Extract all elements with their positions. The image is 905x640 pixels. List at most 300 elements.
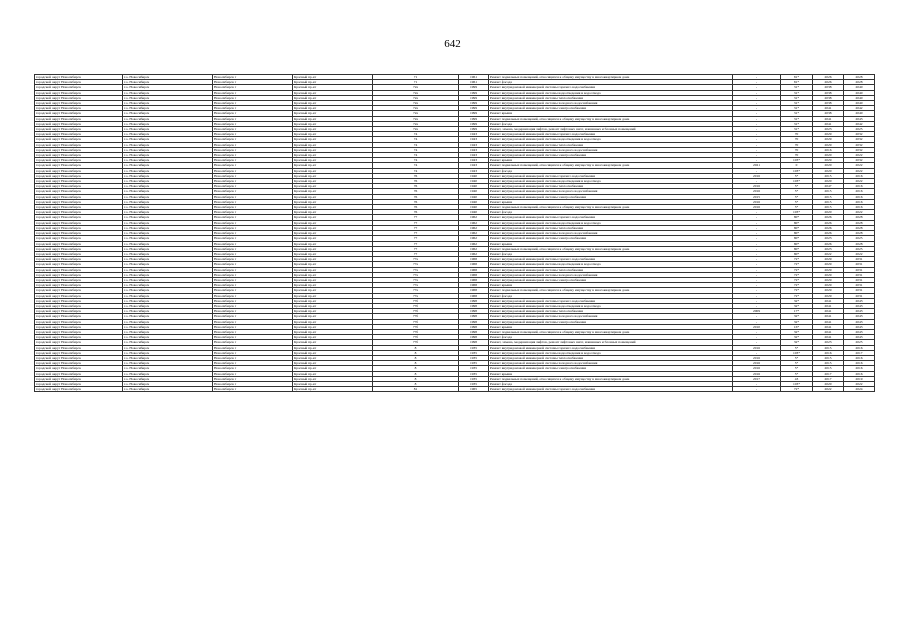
- street-cell: Красный пр-кт: [293, 319, 373, 324]
- work-type-cell: Ремонт крыши: [489, 158, 733, 163]
- year-built-cell: 1999: [459, 90, 489, 95]
- plan-start-cell: 2026: [813, 215, 844, 220]
- house-cell: 71: [373, 75, 459, 80]
- city-cell: Новосибирск г: [213, 215, 293, 220]
- plan-end-cell: 2022: [844, 251, 875, 256]
- district-cell: городской округ Новосибирск: [35, 184, 123, 189]
- plan-end-cell: 2043: [844, 309, 875, 314]
- street-cell: Красный пр-кт: [293, 262, 373, 267]
- wear-cell: 103*: [781, 350, 813, 355]
- plan-start-cell: 2038: [813, 90, 844, 95]
- district-cell: городской округ Новосибирск: [35, 90, 123, 95]
- plan-end-cell: 2016: [844, 366, 875, 371]
- work-type-cell: Ремонт фасада: [489, 381, 733, 386]
- city-cell: Новосибирск г: [213, 246, 293, 251]
- city-cell: Новосибирск г: [213, 220, 293, 225]
- work-type-cell: Ремонт внутридомовой инженерной системы горячего водоснабжения: [489, 387, 733, 392]
- wear-cell: 31*: [781, 116, 813, 121]
- municipality-cell: г.о. Новосибирск: [123, 75, 213, 80]
- district-cell: городской округ Новосибирск: [35, 381, 123, 386]
- plan-end-cell: 2025: [844, 236, 875, 241]
- house-cell: 76: [373, 205, 459, 210]
- last-repair-year-cell: -: [733, 158, 781, 163]
- house-cell: 77: [373, 231, 459, 236]
- work-type-cell: Ремонт внутридомовой инженерной системы теплоснабжения: [489, 184, 733, 189]
- city-cell: Новосибирск г: [213, 210, 293, 215]
- district-cell: городской округ Новосибирск: [35, 199, 123, 204]
- district-cell: городской округ Новосибирск: [35, 106, 123, 111]
- street-cell: Красный пр-кт: [293, 335, 373, 340]
- plan-end-cell: 2028: [844, 225, 875, 230]
- plan-start-cell: 2020: [813, 163, 844, 168]
- last-repair-year-cell: -: [733, 116, 781, 121]
- last-repair-year-cell: -: [733, 85, 781, 90]
- work-type-cell: Ремонт подвальных помещений, относящихся к общему имуществу в многоквартирном доме: [489, 205, 733, 210]
- wear-cell: 32*: [781, 314, 813, 319]
- house-cell: 71: [373, 80, 459, 85]
- plan-start-cell: 2023: [813, 246, 844, 251]
- street-cell: Красный пр-кт: [293, 272, 373, 277]
- year-built-cell: 1999: [459, 101, 489, 106]
- plan-start-cell: 2015: [813, 189, 844, 194]
- work-type-cell: Ремонт внутридомовой инженерной системы холодного водоснабжения: [489, 189, 733, 194]
- wear-cell: 72*: [781, 288, 813, 293]
- plan-start-cell: 2029: [813, 137, 844, 142]
- street-cell: Красный пр-кт: [293, 194, 373, 199]
- wear-cell: 103*: [781, 158, 813, 163]
- year-built-cell: 1961: [459, 75, 489, 80]
- wear-cell: 80*: [781, 241, 813, 246]
- street-cell: Красный пр-кт: [293, 80, 373, 85]
- plan-start-cell: 2026: [813, 231, 844, 236]
- city-cell: Новосибирск г: [213, 194, 293, 199]
- city-cell: Новосибирск г: [213, 132, 293, 137]
- district-cell: городской округ Новосибирск: [35, 246, 123, 251]
- wear-cell: 32*: [781, 335, 813, 340]
- house-cell: 8: [373, 376, 459, 381]
- plan-end-cell: 2031: [844, 272, 875, 277]
- last-repair-year-cell: -: [733, 225, 781, 230]
- last-repair-year-cell: 2016: [733, 199, 781, 204]
- last-repair-year-cell: -: [733, 231, 781, 236]
- plan-start-cell: 2041: [813, 106, 844, 111]
- year-built-cell: 1998: [459, 309, 489, 314]
- last-repair-year-cell: 2021: [733, 163, 781, 168]
- house-cell: 74: [373, 147, 459, 152]
- plan-end-cell: 2031: [844, 257, 875, 262]
- municipality-cell: г.о. Новосибирск: [123, 272, 213, 277]
- municipality-cell: г.о. Новосибирск: [123, 189, 213, 194]
- plan-start-cell: 2015: [813, 205, 844, 210]
- year-built-cell: 1935: [459, 371, 489, 376]
- year-built-cell: 1943: [459, 137, 489, 142]
- house-cell: 77а: [373, 277, 459, 282]
- street-cell: Красный пр-кт: [293, 288, 373, 293]
- plan-end-cell: 2022: [844, 179, 875, 184]
- municipality-cell: г.о. Новосибирск: [123, 90, 213, 95]
- year-built-cell: 1998: [459, 329, 489, 334]
- wear-cell: 72*: [781, 262, 813, 267]
- year-built-cell: 1943: [459, 153, 489, 158]
- street-cell: Красный пр-кт: [293, 283, 373, 288]
- plan-start-cell: 2029: [813, 267, 844, 272]
- street-cell: Красный пр-кт: [293, 137, 373, 142]
- street-cell: Красный пр-кт: [293, 189, 373, 194]
- city-cell: Новосибирск г: [213, 361, 293, 366]
- municipality-cell: г.о. Новосибирск: [123, 293, 213, 298]
- city-cell: Новосибирск г: [213, 95, 293, 100]
- wear-cell: 80*: [781, 215, 813, 220]
- district-cell: городской округ Новосибирск: [35, 225, 123, 230]
- wear-cell: 103*: [781, 168, 813, 173]
- last-repair-year-cell: -: [733, 272, 781, 277]
- house-cell: 72а: [373, 85, 459, 90]
- house-cell: 77а: [373, 262, 459, 267]
- wear-cell: 5*: [781, 371, 813, 376]
- work-type-cell: Ремонт внутридомовой инженерной системы холодного водоснабжения: [489, 272, 733, 277]
- last-repair-year-cell: -: [733, 127, 781, 132]
- wear-cell: 103*: [781, 179, 813, 184]
- year-built-cell: 1968: [459, 283, 489, 288]
- plan-end-cell: 2016: [844, 194, 875, 199]
- street-cell: Красный пр-кт: [293, 236, 373, 241]
- last-repair-year-cell: -: [733, 132, 781, 137]
- street-cell: Красный пр-кт: [293, 220, 373, 225]
- plan-start-cell: 2038: [813, 85, 844, 90]
- wear-cell: 103*: [781, 381, 813, 386]
- municipality-cell: г.о. Новосибирск: [123, 314, 213, 319]
- city-cell: Новосибирск г: [213, 272, 293, 277]
- district-cell: городской округ Новосибирск: [35, 179, 123, 184]
- municipality-cell: г.о. Новосибирск: [123, 147, 213, 152]
- year-built-cell: 1965: [459, 387, 489, 392]
- district-cell: городской округ Новосибирск: [35, 262, 123, 267]
- plan-end-cell: 2016: [844, 355, 875, 360]
- work-type-cell: Ремонт внутридомовой инженерной системы холодного водоснабжения: [489, 101, 733, 106]
- street-cell: Красный пр-кт: [293, 116, 373, 121]
- city-cell: Новосибирск г: [213, 371, 293, 376]
- plan-end-cell: 2043: [844, 303, 875, 308]
- house-cell: 77б: [373, 329, 459, 334]
- plan-start-cell: 2041: [813, 329, 844, 334]
- work-type-cell: Ремонт фасада: [489, 121, 733, 126]
- municipality-cell: г.о. Новосибирск: [123, 210, 213, 215]
- district-cell: городской округ Новосибирск: [35, 241, 123, 246]
- last-repair-year-cell: 2009: [733, 309, 781, 314]
- plan-end-cell: 2016: [844, 345, 875, 350]
- plan-end-cell: 2040: [844, 111, 875, 116]
- year-built-cell: 1962: [459, 246, 489, 251]
- wear-cell: 5*: [781, 361, 813, 366]
- city-cell: Новосибирск г: [213, 340, 293, 345]
- district-cell: городской округ Новосибирск: [35, 173, 123, 178]
- plan-end-cell: 2043: [844, 298, 875, 303]
- municipality-cell: г.о. Новосибирск: [123, 106, 213, 111]
- plan-start-cell: 2041: [813, 335, 844, 340]
- house-cell: 8: [373, 371, 459, 376]
- plan-start-cell: 2029: [813, 257, 844, 262]
- district-cell: городской округ Новосибирск: [35, 215, 123, 220]
- last-repair-year-cell: -: [733, 75, 781, 80]
- plan-start-cell: 2026: [813, 75, 844, 80]
- year-built-cell: 1962: [459, 215, 489, 220]
- year-built-cell: 1935: [459, 376, 489, 381]
- house-cell: 77б: [373, 314, 459, 319]
- municipality-cell: г.о. Новосибирск: [123, 121, 213, 126]
- city-cell: Новосибирск г: [213, 345, 293, 350]
- municipality-cell: г.о. Новосибирск: [123, 277, 213, 282]
- wear-cell: 31*: [781, 101, 813, 106]
- last-repair-year-cell: -: [733, 303, 781, 308]
- street-cell: Красный пр-кт: [293, 205, 373, 210]
- district-cell: городской округ Новосибирск: [35, 371, 123, 376]
- district-cell: городской округ Новосибирск: [35, 142, 123, 147]
- municipality-cell: г.о. Новосибирск: [123, 303, 213, 308]
- last-repair-year-cell: -: [733, 319, 781, 324]
- street-cell: Красный пр-кт: [293, 298, 373, 303]
- wear-cell: 5*: [781, 205, 813, 210]
- wear-cell: 5*: [781, 189, 813, 194]
- wear-cell: 70: [781, 142, 813, 147]
- plan-end-cell: 2028: [844, 80, 875, 85]
- work-type-cell: Ремонт фасада: [489, 293, 733, 298]
- house-cell: 74: [373, 158, 459, 163]
- district-cell: городской округ Новосибирск: [35, 153, 123, 158]
- district-cell: городской округ Новосибирск: [35, 251, 123, 256]
- house-cell: 77б: [373, 340, 459, 345]
- district-cell: городской округ Новосибирск: [35, 298, 123, 303]
- plan-start-cell: 2029: [813, 262, 844, 267]
- wear-cell: 17*: [781, 309, 813, 314]
- district-cell: городской округ Новосибирск: [35, 127, 123, 132]
- plan-start-cell: 2022: [813, 251, 844, 256]
- last-repair-year-cell: -: [733, 335, 781, 340]
- district-cell: городской округ Новосибирск: [35, 163, 123, 168]
- year-built-cell: 1962: [459, 231, 489, 236]
- plan-start-cell: 2041: [813, 309, 844, 314]
- street-cell: Красный пр-кт: [293, 153, 373, 158]
- municipality-cell: г.о. Новосибирск: [123, 267, 213, 272]
- city-cell: Новосибирск г: [213, 158, 293, 163]
- city-cell: Новосибирск г: [213, 75, 293, 80]
- work-type-cell: Ремонт внутридомовой инженерной системы холодного водоснабжения: [489, 361, 733, 366]
- wear-cell: 31*: [781, 85, 813, 90]
- municipality-cell: г.о. Новосибирск: [123, 387, 213, 392]
- street-cell: Красный пр-кт: [293, 361, 373, 366]
- plan-end-cell: 2024: [844, 387, 875, 392]
- work-type-cell: Ремонт внутридомовой инженерной системы водоотведения и водоотвода: [489, 262, 733, 267]
- city-cell: Новосибирск г: [213, 236, 293, 241]
- plan-end-cell: 2016: [844, 173, 875, 178]
- municipality-cell: г.о. Новосибирск: [123, 324, 213, 329]
- municipality-cell: г.о. Новосибирск: [123, 246, 213, 251]
- municipality-cell: г.о. Новосибирск: [123, 111, 213, 116]
- district-cell: городской округ Новосибирск: [35, 376, 123, 381]
- work-type-cell: Ремонт крыши: [489, 199, 733, 204]
- last-repair-year-cell: -: [733, 95, 781, 100]
- municipality-cell: г.о. Новосибирск: [123, 371, 213, 376]
- last-repair-year-cell: 2016: [733, 361, 781, 366]
- district-cell: городской округ Новосибирск: [35, 257, 123, 262]
- house-cell: 77а: [373, 272, 459, 277]
- house-cell: 76: [373, 194, 459, 199]
- last-repair-year-cell: 2016: [733, 189, 781, 194]
- district-cell: городской округ Новосибирск: [35, 231, 123, 236]
- municipality-cell: г.о. Новосибирск: [123, 366, 213, 371]
- municipality-cell: г.о. Новосибирск: [123, 251, 213, 256]
- wear-cell: 72*: [781, 272, 813, 277]
- house-cell: 77а: [373, 293, 459, 298]
- street-cell: Красный пр-кт: [293, 179, 373, 184]
- street-cell: Красный пр-кт: [293, 111, 373, 116]
- year-built-cell: 1998: [459, 324, 489, 329]
- plan-start-cell: 2038: [813, 111, 844, 116]
- wear-cell: 80*: [781, 246, 813, 251]
- house-cell: 77б: [373, 303, 459, 308]
- wear-cell: 31*: [781, 95, 813, 100]
- house-cell: 77: [373, 225, 459, 230]
- year-built-cell: 1962: [459, 220, 489, 225]
- plan-end-cell: 2043: [844, 324, 875, 329]
- plan-end-cell: 2032: [844, 158, 875, 163]
- plan-start-cell: 2041: [813, 303, 844, 308]
- house-cell: 74: [373, 142, 459, 147]
- street-cell: Красный пр-кт: [293, 90, 373, 95]
- street-cell: Красный пр-кт: [293, 293, 373, 298]
- street-cell: Красный пр-кт: [293, 199, 373, 204]
- wear-cell: 70: [781, 153, 813, 158]
- work-type-cell: Ремонт внутридомовой инженерной системы водоотведения и водоотвода: [489, 90, 733, 95]
- year-built-cell: 1998: [459, 335, 489, 340]
- city-cell: Новосибирск г: [213, 288, 293, 293]
- house-cell: 77: [373, 220, 459, 225]
- last-repair-year-cell: -: [733, 257, 781, 262]
- plan-end-cell: 2022: [844, 381, 875, 386]
- wear-cell: 72*: [781, 293, 813, 298]
- plan-start-cell: 2029: [813, 283, 844, 288]
- plan-end-cell: 2040: [844, 85, 875, 90]
- last-repair-year-cell: -: [733, 387, 781, 392]
- municipality-cell: г.о. Новосибирск: [123, 319, 213, 324]
- last-repair-year-cell: -: [733, 137, 781, 142]
- street-cell: Красный пр-кт: [293, 184, 373, 189]
- plan-start-cell: 2020: [813, 179, 844, 184]
- work-type-cell: Ремонт внутридомовой инженерной системы горячего водоснабжения: [489, 215, 733, 220]
- municipality-cell: г.о. Новосибирск: [123, 215, 213, 220]
- year-built-cell: 1968: [459, 262, 489, 267]
- work-type-cell: Ремонт внутридомовой инженерной системы электроснабжения: [489, 366, 733, 371]
- municipality-cell: г.о. Новосибирск: [123, 137, 213, 142]
- municipality-cell: г.о. Новосибирск: [123, 158, 213, 163]
- year-built-cell: 1999: [459, 111, 489, 116]
- municipality-cell: г.о. Новосибирск: [123, 361, 213, 366]
- last-repair-year-cell: -: [733, 121, 781, 126]
- plan-end-cell: 2016: [844, 184, 875, 189]
- plan-end-cell: 2031: [844, 277, 875, 282]
- plan-start-cell: 2017: [813, 371, 844, 376]
- district-cell: городской округ Новосибирск: [35, 387, 123, 392]
- district-cell: городской округ Новосибирск: [35, 189, 123, 194]
- work-type-cell: Ремонт фасада: [489, 210, 733, 215]
- wear-cell: 16*: [781, 324, 813, 329]
- district-cell: городской округ Новосибирск: [35, 319, 123, 324]
- municipality-cell: г.о. Новосибирск: [123, 340, 213, 345]
- district-cell: городской округ Новосибирск: [35, 75, 123, 80]
- district-cell: городской округ Новосибирск: [35, 210, 123, 215]
- last-repair-year-cell: -: [733, 251, 781, 256]
- last-repair-year-cell: -: [733, 179, 781, 184]
- plan-end-cell: 2043: [844, 116, 875, 121]
- year-built-cell: 1935: [459, 355, 489, 360]
- plan-end-cell: 2028: [844, 220, 875, 225]
- district-cell: городской округ Новосибирск: [35, 236, 123, 241]
- district-cell: городской округ Новосибирск: [35, 277, 123, 282]
- year-built-cell: 1968: [459, 257, 489, 262]
- city-cell: Новосибирск г: [213, 168, 293, 173]
- work-type-cell: Ремонт внутридомовой инженерной системы электроснабжения: [489, 319, 733, 324]
- street-cell: Красный пр-кт: [293, 251, 373, 256]
- year-built-cell: 1962: [459, 241, 489, 246]
- plan-end-cell: 2028: [844, 241, 875, 246]
- work-type-cell: Ремонт фасада: [489, 168, 733, 173]
- year-built-cell: 1998: [459, 319, 489, 324]
- wear-cell: 32*: [781, 298, 813, 303]
- municipality-cell: г.о. Новосибирск: [123, 95, 213, 100]
- municipality-cell: г.о. Новосибирск: [123, 231, 213, 236]
- house-cell: 81: [373, 387, 459, 392]
- house-cell: 74: [373, 132, 459, 137]
- plan-start-cell: 2020: [813, 381, 844, 386]
- year-built-cell: 1940: [459, 184, 489, 189]
- year-built-cell: 1962: [459, 225, 489, 230]
- last-repair-year-cell: 2016: [733, 205, 781, 210]
- year-built-cell: 1940: [459, 194, 489, 199]
- work-type-cell: Ремонт подвальных помещений, относящихся к общему имуществу в многоквартирном доме: [489, 376, 733, 381]
- year-built-cell: 1968: [459, 288, 489, 293]
- plan-end-cell: 2031: [844, 262, 875, 267]
- plan-end-cell: 2028: [844, 215, 875, 220]
- house-cell: 72а: [373, 106, 459, 111]
- work-type-cell: Ремонт внутридомовой инженерной системы теплоснабжения: [489, 95, 733, 100]
- street-cell: Красный пр-кт: [293, 309, 373, 314]
- plan-start-cell: 2015: [813, 366, 844, 371]
- city-cell: Новосибирск г: [213, 163, 293, 168]
- district-cell: городской округ Новосибирск: [35, 132, 123, 137]
- municipality-cell: г.о. Новосибирск: [123, 298, 213, 303]
- year-built-cell: 1999: [459, 85, 489, 90]
- street-cell: Красный пр-кт: [293, 231, 373, 236]
- last-repair-year-cell: -: [733, 267, 781, 272]
- municipality-cell: г.о. Новосибирск: [123, 132, 213, 137]
- street-cell: Красный пр-кт: [293, 85, 373, 90]
- house-cell: 77б: [373, 309, 459, 314]
- last-repair-year-cell: -: [733, 283, 781, 288]
- wear-cell: 5*: [781, 173, 813, 178]
- house-cell: 77: [373, 236, 459, 241]
- municipality-cell: г.о. Новосибирск: [123, 309, 213, 314]
- street-cell: Красный пр-кт: [293, 95, 373, 100]
- street-cell: Красный пр-кт: [293, 246, 373, 251]
- plan-start-cell: 2041: [813, 116, 844, 121]
- city-cell: Новосибирск г: [213, 309, 293, 314]
- wear-cell: 5*: [781, 199, 813, 204]
- work-type-cell: Ремонт внутридомовой инженерной системы электроснабжения: [489, 194, 733, 199]
- street-cell: Красный пр-кт: [293, 267, 373, 272]
- city-cell: Новосибирск г: [213, 179, 293, 184]
- district-cell: городской округ Новосибирск: [35, 324, 123, 329]
- street-cell: Красный пр-кт: [293, 75, 373, 80]
- street-cell: Красный пр-кт: [293, 132, 373, 137]
